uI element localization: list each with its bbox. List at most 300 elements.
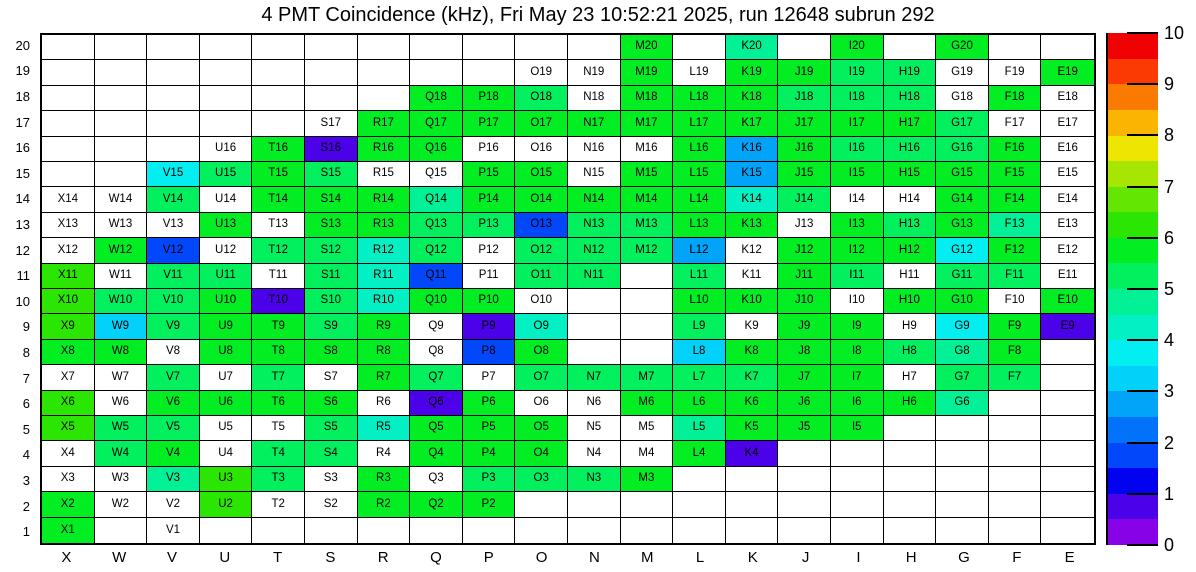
heatmap-cell: V1 — [147, 518, 200, 543]
heatmap-cell: P17 — [463, 111, 516, 136]
heatmap-cell: O16 — [515, 137, 568, 162]
y-axis-tick-label: 11 — [16, 268, 30, 284]
heatmap-cell: J14 — [778, 187, 831, 212]
heatmap-cell: E11 — [1041, 264, 1094, 289]
x-axis-tick-label: H — [905, 549, 917, 566]
heatmap-cell: L12 — [673, 238, 726, 263]
heatmap-cell: T9 — [252, 314, 305, 339]
heatmap-cell: M12 — [621, 238, 674, 263]
colorbar-tick — [1127, 32, 1158, 34]
heatmap-cell: M19 — [621, 60, 674, 85]
y-axis-tick-label: 5 — [22, 421, 30, 437]
heatmap-cell — [778, 492, 831, 517]
heatmap-cell: N3 — [568, 467, 621, 492]
heatmap-cell: L16 — [673, 137, 726, 162]
heatmap-cell: G9 — [936, 314, 989, 339]
colorbar-tick-label: 8 — [1164, 125, 1175, 146]
heatmap-cell — [884, 492, 937, 517]
heatmap-cell: F9 — [989, 314, 1042, 339]
heatmap-cell: N7 — [568, 365, 621, 390]
heatmap-cell: R8 — [358, 340, 411, 365]
heatmap-cell — [568, 289, 621, 314]
heatmap-cell: U13 — [200, 213, 253, 238]
heatmap-cell: I8 — [831, 340, 884, 365]
heatmap-cell — [936, 518, 989, 543]
heatmap-cell — [621, 518, 674, 543]
colorbar-tick — [1127, 134, 1158, 136]
heatmap-cell — [42, 111, 95, 136]
heatmap-cell — [568, 340, 621, 365]
heatmap-cell: K17 — [726, 111, 779, 136]
colorbar-step — [1108, 33, 1158, 59]
heatmap-cell — [95, 35, 148, 60]
heatmap-cell: V8 — [147, 340, 200, 365]
heatmap-cell: E16 — [1041, 137, 1094, 162]
heatmap-cell: P16 — [463, 137, 516, 162]
heatmap-cell: X11 — [42, 264, 95, 289]
colorbar-tick — [1127, 83, 1158, 85]
heatmap-cell — [147, 60, 200, 85]
heatmap-cell: R6 — [358, 391, 411, 416]
heatmap-cell: K9 — [726, 314, 779, 339]
heatmap-cell: Q5 — [410, 416, 463, 441]
heatmap-cell: M15 — [621, 162, 674, 187]
y-axis-tick-label: 13 — [15, 217, 30, 232]
heatmap-cell — [42, 162, 95, 187]
heatmap-cell: U6 — [200, 391, 253, 416]
x-axis-tick-label: N — [588, 549, 600, 566]
heatmap-cell: R13 — [358, 213, 411, 238]
heatmap-cell: L19 — [673, 60, 726, 85]
heatmap-cell: R3 — [358, 467, 411, 492]
heatmap-cell — [252, 86, 305, 111]
heatmap-cell: N17 — [568, 111, 621, 136]
heatmap-cell: G20 — [936, 35, 989, 60]
colorbar-step — [1108, 187, 1158, 213]
heatmap-cell: O5 — [515, 416, 568, 441]
heatmap-cell: W14 — [95, 187, 148, 212]
heatmap-cell: R2 — [358, 492, 411, 517]
heatmap-cell: V15 — [147, 162, 200, 187]
y-axis-tick-label: 18 — [15, 89, 30, 104]
heatmap-cell: E18 — [1041, 86, 1094, 111]
heatmap-cell — [358, 518, 411, 543]
colorbar-tick — [1127, 390, 1158, 392]
heatmap-cell: L14 — [673, 187, 726, 212]
heatmap-cell: K19 — [726, 60, 779, 85]
heatmap-cell — [95, 518, 148, 543]
heatmap-cell: Q17 — [410, 111, 463, 136]
heatmap-cell: L18 — [673, 86, 726, 111]
colorbar-tick — [1127, 442, 1158, 444]
heatmap-cell: P12 — [463, 238, 516, 263]
colorbar-tick-label: 3 — [1164, 381, 1175, 402]
heatmap-cell: K20 — [726, 35, 779, 60]
y-axis-tick-label: 9 — [22, 319, 30, 335]
heatmap-cell: V10 — [147, 289, 200, 314]
heatmap-cell: Q9 — [410, 314, 463, 339]
heatmap-cell: W7 — [95, 365, 148, 390]
colorbar-tick-label: 2 — [1164, 432, 1175, 453]
heatmap-cell: E13 — [1041, 213, 1094, 238]
y-axis-tick-label: 7 — [22, 370, 30, 386]
heatmap-cell: O10 — [515, 289, 568, 314]
heatmap-cell: J13 — [778, 213, 831, 238]
y-axis-tick-label: 19 — [15, 63, 30, 79]
heatmap-cell: Q10 — [410, 289, 463, 314]
colorbar-step — [1108, 161, 1158, 187]
heatmap-cell: E10 — [1041, 289, 1094, 314]
heatmap-cell: M6 — [621, 391, 674, 416]
heatmap-cell: J9 — [778, 314, 831, 339]
heatmap-cell: T13 — [252, 213, 305, 238]
heatmap-cell: S5 — [305, 416, 358, 441]
heatmap-cell: K15 — [726, 162, 779, 187]
heatmap-cell: T6 — [252, 391, 305, 416]
heatmap-cell: S3 — [305, 467, 358, 492]
heatmap-cell: H12 — [884, 238, 937, 263]
heatmap-cell: X13 — [42, 213, 95, 238]
heatmap-cell: L6 — [673, 391, 726, 416]
heatmap-cell: G15 — [936, 162, 989, 187]
colorbar-step — [1108, 110, 1158, 136]
heatmap-cell: H10 — [884, 289, 937, 314]
heatmap-cell — [305, 518, 358, 543]
heatmap-cell: T12 — [252, 238, 305, 263]
heatmap-cell: F10 — [989, 289, 1042, 314]
heatmap-cell: F8 — [989, 340, 1042, 365]
heatmap-cell: X7 — [42, 365, 95, 390]
colorbar-step — [1108, 84, 1158, 110]
heatmap-cell: P15 — [463, 162, 516, 187]
heatmap-cell: X2 — [42, 492, 95, 517]
heatmap-cell: R10 — [358, 289, 411, 314]
heatmap-cell: T11 — [252, 264, 305, 289]
heatmap-cell: H14 — [884, 187, 937, 212]
x-axis-tick-label: G — [958, 549, 970, 566]
heatmap-cell: K6 — [726, 391, 779, 416]
heatmap-cell: P4 — [463, 441, 516, 466]
heatmap-cell — [726, 467, 779, 492]
heatmap-cell — [1041, 441, 1094, 466]
heatmap-cell: F19 — [989, 60, 1042, 85]
heatmap-cell: I17 — [831, 111, 884, 136]
colorbar-step — [1108, 519, 1158, 545]
heatmap-cell: S16 — [305, 137, 358, 162]
heatmap-cell: S9 — [305, 314, 358, 339]
heatmap-cell: Q7 — [410, 365, 463, 390]
heatmap-cell: X3 — [42, 467, 95, 492]
heatmap-cell — [42, 137, 95, 162]
heatmap-cell: M3 — [621, 467, 674, 492]
heatmap-cell: K12 — [726, 238, 779, 263]
heatmap-cell: H11 — [884, 264, 937, 289]
y-axis-tick-label: 20 — [15, 37, 30, 53]
heatmap-cell — [95, 162, 148, 187]
colorbar-step — [1108, 391, 1158, 417]
heatmap-cell — [884, 35, 937, 60]
y-axis-tick-label: 12 — [15, 242, 30, 258]
x-axis-tick-label: U — [219, 549, 231, 566]
heatmap-cell: X6 — [42, 391, 95, 416]
heatmap-cell: G16 — [936, 137, 989, 162]
heatmap-cell: Q18 — [410, 86, 463, 111]
heatmap-cell — [989, 441, 1042, 466]
heatmap-cell: L17 — [673, 111, 726, 136]
heatmap-cell: P18 — [463, 86, 516, 111]
colorbar-step — [1108, 59, 1158, 85]
heatmap-cell: I20 — [831, 35, 884, 60]
heatmap-cell: N5 — [568, 416, 621, 441]
heatmap-cell: S11 — [305, 264, 358, 289]
heatmap-cell: S2 — [305, 492, 358, 517]
heatmap-cell: J16 — [778, 137, 831, 162]
heatmap-cell: K13 — [726, 213, 779, 238]
heatmap-cell: I16 — [831, 137, 884, 162]
heatmap-cell: G12 — [936, 238, 989, 263]
heatmap-cell — [884, 518, 937, 543]
heatmap-cell: H16 — [884, 137, 937, 162]
heatmap-cell — [252, 60, 305, 85]
heatmap-cell: W11 — [95, 264, 148, 289]
heatmap-cell: I19 — [831, 60, 884, 85]
heatmap-cell — [252, 35, 305, 60]
heatmap-cell: P9 — [463, 314, 516, 339]
heatmap-cell: S4 — [305, 441, 358, 466]
heatmap-cell: Q11 — [410, 264, 463, 289]
heatmap-cell: G14 — [936, 187, 989, 212]
heatmap-cell: O11 — [515, 264, 568, 289]
x-axis-tick-label: S — [325, 549, 336, 566]
heatmap-cell: G17 — [936, 111, 989, 136]
heatmap-cell: P2 — [463, 492, 516, 517]
colorbar-tick — [1127, 186, 1158, 188]
heatmap-cell: O15 — [515, 162, 568, 187]
heatmap-cell: S10 — [305, 289, 358, 314]
heatmap-cell — [621, 289, 674, 314]
heatmap-cell — [515, 492, 568, 517]
heatmap-cell: J6 — [778, 391, 831, 416]
heatmap-cell: E15 — [1041, 162, 1094, 187]
heatmap-cell: M5 — [621, 416, 674, 441]
heatmap-cell: T5 — [252, 416, 305, 441]
heatmap-cell: M14 — [621, 187, 674, 212]
heatmap-cell: N12 — [568, 238, 621, 263]
heatmap-cell: I15 — [831, 162, 884, 187]
heatmap-cell — [778, 441, 831, 466]
heatmap-cell — [568, 35, 621, 60]
colorbar-tick-label: 6 — [1164, 227, 1175, 248]
heatmap-cell: X4 — [42, 441, 95, 466]
heatmap-cell: F7 — [989, 365, 1042, 390]
heatmap-cell: V14 — [147, 187, 200, 212]
heatmap-cell: K18 — [726, 86, 779, 111]
heatmap-cell: T8 — [252, 340, 305, 365]
heatmap-cell — [989, 35, 1042, 60]
heatmap-cell: I9 — [831, 314, 884, 339]
heatmap-cell — [673, 492, 726, 517]
heatmap-cell: O9 — [515, 314, 568, 339]
heatmap-cell: R15 — [358, 162, 411, 187]
x-axis-tick-label: P — [483, 549, 494, 566]
x-axis-tick-label: I — [856, 549, 861, 566]
heatmap-cell: Q4 — [410, 441, 463, 466]
heatmap-cell: K8 — [726, 340, 779, 365]
heatmap-cell — [463, 35, 516, 60]
y-axis-tick-label: 17 — [15, 114, 30, 130]
y-axis-tick-label: 16 — [15, 140, 30, 156]
heatmap-cell — [621, 314, 674, 339]
heatmap-cell: L13 — [673, 213, 726, 238]
colorbar-step — [1108, 289, 1158, 315]
heatmap-cell: F14 — [989, 187, 1042, 212]
heatmap-cell: S17 — [305, 111, 358, 136]
x-axis-tick-label: E — [1064, 549, 1075, 566]
heatmap-cell: Q16 — [410, 137, 463, 162]
heatmap-cell: M16 — [621, 137, 674, 162]
colorbar-tick-label: 9 — [1164, 74, 1175, 95]
heatmap-cell — [884, 467, 937, 492]
heatmap-cell — [1041, 518, 1094, 543]
heatmap-cell: R5 — [358, 416, 411, 441]
heatmap-cell: O14 — [515, 187, 568, 212]
heatmap-cell: V12 — [147, 238, 200, 263]
heatmap-cell: N13 — [568, 213, 621, 238]
y-axis-tick-label: 2 — [22, 498, 30, 514]
heatmap-cell: E9 — [1041, 314, 1094, 339]
heatmap-cell: F13 — [989, 213, 1042, 238]
heatmap-cell: P7 — [463, 365, 516, 390]
heatmap-cell: T10 — [252, 289, 305, 314]
heatmap-cell: U12 — [200, 238, 253, 263]
heatmap-cell: S7 — [305, 365, 358, 390]
heatmap-cell — [1041, 35, 1094, 60]
heatmap-cell: U5 — [200, 416, 253, 441]
heatmap-cell: I12 — [831, 238, 884, 263]
heatmap-cell: G8 — [936, 340, 989, 365]
heatmap-cell — [831, 441, 884, 466]
heatmap-cell: P11 — [463, 264, 516, 289]
heatmap-cell — [42, 60, 95, 85]
heatmap-cell — [515, 35, 568, 60]
heatmap-cell: U8 — [200, 340, 253, 365]
heatmap-cell: V13 — [147, 213, 200, 238]
colorbar-tick — [1127, 339, 1158, 341]
heatmap-cell: U3 — [200, 467, 253, 492]
heatmap-cell: W4 — [95, 441, 148, 466]
colorbar-tick — [1127, 237, 1158, 239]
heatmap-cell: L5 — [673, 416, 726, 441]
heatmap-cell: E17 — [1041, 111, 1094, 136]
heatmap-cell — [936, 467, 989, 492]
heatmap-cell: L10 — [673, 289, 726, 314]
heatmap-cell: I13 — [831, 213, 884, 238]
heatmap-cell: W3 — [95, 467, 148, 492]
heatmap-cell: W9 — [95, 314, 148, 339]
colorbar-tick-label: 5 — [1164, 279, 1175, 299]
heatmap-cell: R7 — [358, 365, 411, 390]
x-axis-tick-label: Q — [430, 549, 442, 566]
x-axis-tick-label: R — [377, 549, 389, 566]
heatmap-cell — [1041, 340, 1094, 365]
heatmap-cell — [989, 492, 1042, 517]
heatmap-cell: H13 — [884, 213, 937, 238]
colorbar-step — [1108, 136, 1158, 162]
heatmap-cell: W5 — [95, 416, 148, 441]
heatmap-cell: P5 — [463, 416, 516, 441]
x-axis-tick-label: J — [801, 549, 810, 566]
heatmap-cell: Q3 — [410, 467, 463, 492]
heatmap-cell: H18 — [884, 86, 937, 111]
heatmap-cell: S15 — [305, 162, 358, 187]
heatmap-cell: T15 — [252, 162, 305, 187]
heatmap-cell — [147, 137, 200, 162]
y-axis-tick-label: 10 — [15, 293, 30, 309]
heatmap-cell: X14 — [42, 187, 95, 212]
heatmap-cell — [884, 416, 937, 441]
heatmap-cell: T14 — [252, 187, 305, 212]
heatmap-cell: E19 — [1041, 60, 1094, 85]
heatmap-cell — [200, 35, 253, 60]
heatmap-cell: L4 — [673, 441, 726, 466]
heatmap-cell: F17 — [989, 111, 1042, 136]
x-axis-tick-label: X — [61, 549, 72, 566]
colorbar-tick-label: 1 — [1164, 483, 1175, 504]
colorbar-tick — [1127, 493, 1158, 495]
heatmap-cell — [358, 35, 411, 60]
heatmap-cell — [726, 492, 779, 517]
heatmap-cell: R16 — [358, 137, 411, 162]
heatmap-cell: O12 — [515, 238, 568, 263]
heatmap-cell — [989, 518, 1042, 543]
heatmap-cell: H17 — [884, 111, 937, 136]
heatmap-cell — [831, 492, 884, 517]
heatmap-cell: N18 — [568, 86, 621, 111]
x-axis-tick-label: K — [747, 549, 758, 566]
heatmap-cell: M7 — [621, 365, 674, 390]
heatmap-cell: P6 — [463, 391, 516, 416]
colorbar-tick-label: 10 — [1164, 23, 1185, 43]
heatmap-cell: S12 — [305, 238, 358, 263]
colorbar-step — [1108, 315, 1158, 341]
heatmap-cell: G7 — [936, 365, 989, 390]
heatmap-cell: R4 — [358, 441, 411, 466]
heatmap-cell — [1041, 492, 1094, 517]
colorbar-step — [1108, 468, 1158, 494]
heatmap-cell: H8 — [884, 340, 937, 365]
heatmap-cell — [989, 416, 1042, 441]
colorbar-step — [1108, 417, 1158, 443]
heatmap-cell: U16 — [200, 137, 253, 162]
heatmap-cell — [778, 518, 831, 543]
heatmap-cell: K10 — [726, 289, 779, 314]
heatmap-cell — [568, 492, 621, 517]
heatmap-cell: H9 — [884, 314, 937, 339]
heatmap-cell — [884, 441, 937, 466]
heatmap-cell: X1 — [42, 518, 95, 543]
heatmap-cell — [726, 518, 779, 543]
heatmap-cell: O7 — [515, 365, 568, 390]
heatmap-cell: V3 — [147, 467, 200, 492]
heatmap-cell: I11 — [831, 264, 884, 289]
heatmap-cell — [936, 441, 989, 466]
heatmap-cell: N16 — [568, 137, 621, 162]
heatmap-cell — [621, 492, 674, 517]
heatmap-cell — [95, 111, 148, 136]
heatmap-cell — [42, 86, 95, 111]
heatmap-cell: X9 — [42, 314, 95, 339]
heatmap-cell — [200, 60, 253, 85]
